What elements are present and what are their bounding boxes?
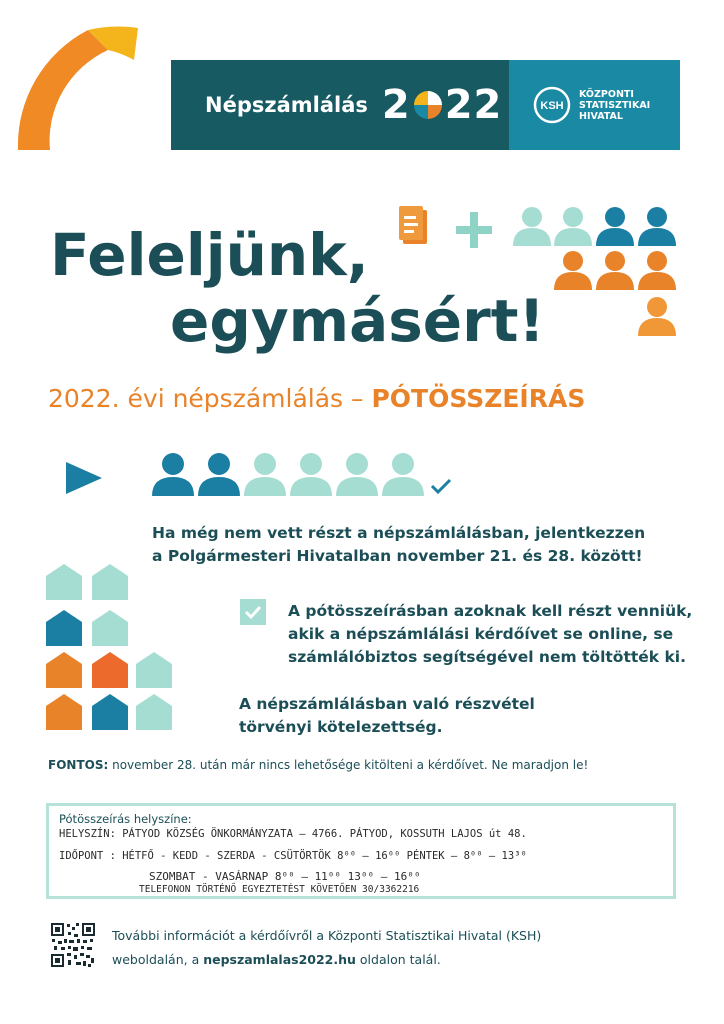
document-icon: [399, 206, 427, 244]
header-banner: [171, 60, 680, 150]
house-icons: [46, 564, 172, 730]
person-icons: [513, 207, 676, 336]
ksh-logo: [509, 60, 680, 150]
handwritten-location: HELYSZÍN: PÁTYOD KÖZSÉG ÖNKORMÁNYZATA – 4766. PÁTYOD, KOSSUTH LAJOS út 48.: [59, 828, 527, 840]
qr-code: [50, 922, 96, 968]
subtitle: 2022. évi népszámlálás – PÓTÖSSZEÍRÁS: [48, 384, 586, 413]
paragraph-who: A pótösszeírásban azoknak kell részt venniük, akik a népszámlálási kérdőívet se online, se számlálóbiztos segítségével nem töltötték ki.: [288, 602, 693, 666]
paragraph-register: Ha még nem vett részt a népszámlálásban, jelentkezzen a Polgármesteri Hivatalban november 21. és 28. között!: [152, 524, 646, 565]
banner-title: Népszámlálás: [205, 93, 368, 117]
banner-year: 2 22: [381, 82, 503, 128]
handwritten-phone: TELEFONON TÖRTÉNŐ EGYEZTETÉST KÖVETŐEN 30/3362216: [139, 884, 420, 895]
important-note: FONTOS: november 28. után már nincs lehetősége kitölteni a kérdőívet. Ne maradjon le!: [48, 758, 589, 772]
play-arrow-icon: [66, 462, 102, 494]
location-box: [46, 803, 676, 899]
svg-text:KSH: KSH: [540, 100, 564, 112]
houses-illustration: [44, 562, 176, 734]
location-label: Pótösszeírás helyszíne:: [59, 812, 192, 826]
checkbox-icon: [240, 599, 266, 625]
plus-icon: [456, 212, 492, 248]
corner-arc-decoration: [0, 0, 150, 160]
handwritten-time: IDŐPONT : HÉTFŐ - KEDD - SZERDA - CSÜTÖRTÖK 8⁰⁰ – 16⁰⁰ PÉNTEK – 8⁰⁰ – 13³⁰: [59, 850, 527, 862]
handwritten-weekend: SZOMBAT - VASÁRNAP 8⁰⁰ – 11⁰⁰ 13⁰⁰ – 16⁰⁰: [149, 870, 421, 883]
ksh-name: KÖZPONTI STATISZTIKAI HIVATAL: [579, 88, 651, 122]
people-row-illustration: [60, 450, 460, 502]
headline: Feleljünk, egymásért!: [50, 221, 545, 355]
info-text: További információt a kérdőívről a Központi Statisztikai Hivatal (KSH) weboldalán, a nepszamlalas2022.hu oldalon talál.: [112, 928, 542, 967]
census-banner: [171, 60, 509, 150]
paragraph-obligation: A népszámlálásban való részvétel törvényi kötelezettség.: [239, 695, 535, 736]
census-logo-icon: [413, 90, 443, 120]
ksh-circle-icon: [533, 86, 571, 124]
checkmark-icon: [432, 480, 450, 492]
people-cluster-illustration: [395, 200, 685, 345]
website-link[interactable]: nepszamlalas2022.hu: [203, 952, 356, 967]
